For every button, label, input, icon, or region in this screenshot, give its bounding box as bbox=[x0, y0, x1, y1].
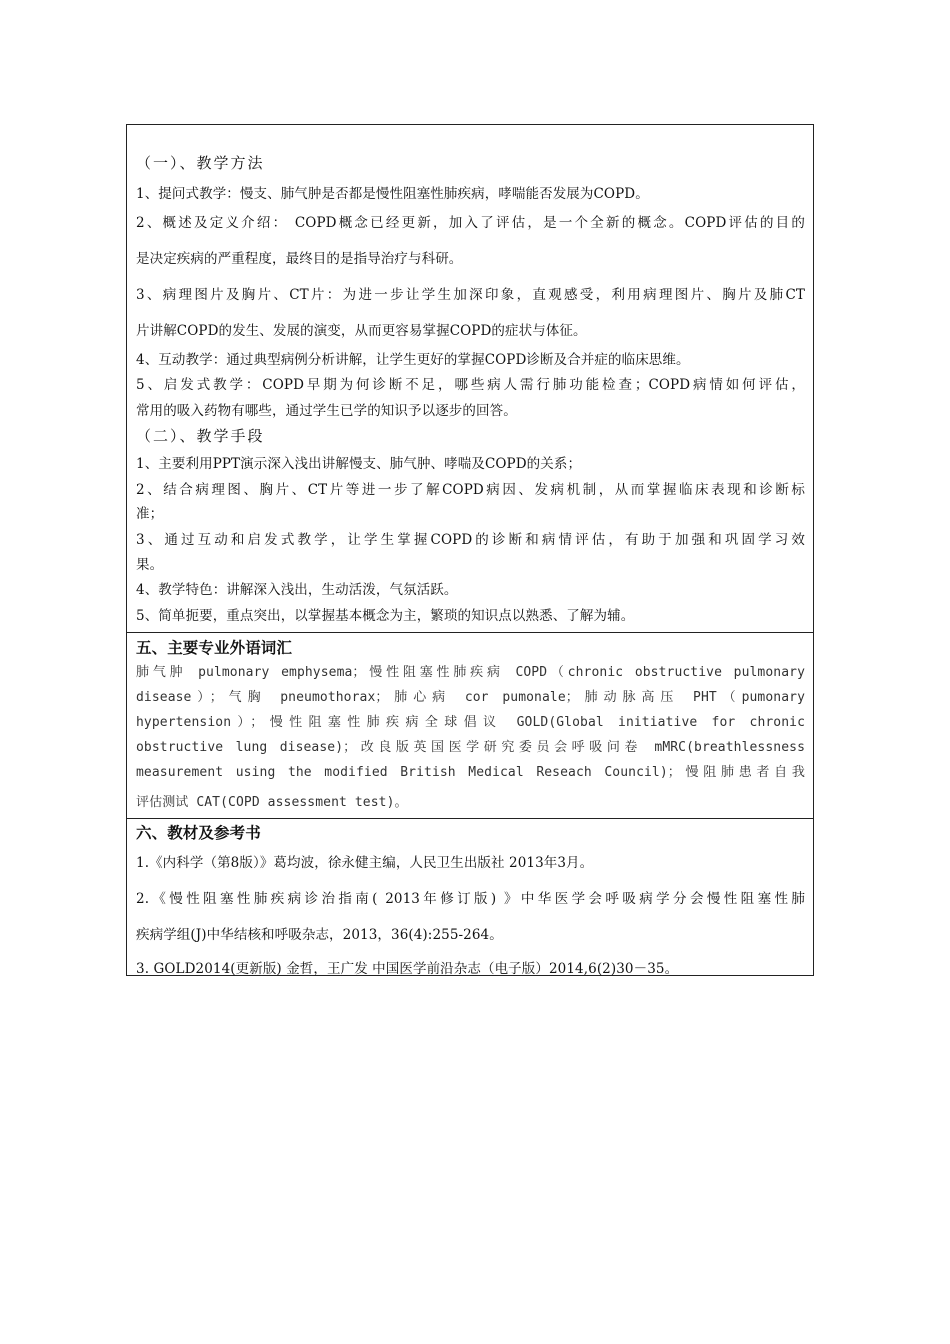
means-line: 准； bbox=[136, 506, 164, 522]
vocabulary-line: hypertension）；慢性阻塞性肺疾病全球倡议 GOLD(Global initiative for chronic bbox=[136, 715, 805, 730]
reference-item: 3. GOLD2014(更新版) 金哲，王广发 中国医学前沿杂志（电子版）2014,6(2)30－35。 bbox=[136, 961, 679, 977]
methods-line: 2、概述及定义介绍： COPD概念已经更新，加入了评估，是一个全新的概念。COPD评估的目的 bbox=[136, 215, 805, 231]
reference-item: 2.《慢性阻塞性肺疾病诊治指南( 2013年修订版) 》中华医学会呼吸病学分会慢性阻塞性肺 bbox=[136, 891, 805, 907]
methods-line: 4、互动教学：通过典型病例分析讲解，让学生更好的掌握COPD诊断及合并症的临床思维。 bbox=[136, 352, 690, 368]
teaching-section bbox=[127, 125, 813, 632]
vocabulary-line: measurement using the modified British Medical Reseach Council)；慢阻肺患者自我 bbox=[136, 765, 805, 780]
methods-line: 3、病理图片及胸片、CT片：为进一步让学生加深印象，直观感受，利用病理图片、胸片及肺CT bbox=[136, 287, 805, 303]
means-line: 3、通过互动和启发式教学，让学生掌握COPD的诊断和病情评估，有助于加强和巩固学习效 bbox=[136, 532, 805, 548]
means-line: 果。 bbox=[136, 557, 164, 573]
references-section bbox=[127, 818, 813, 975]
vocabulary-line: obstructive lung disease)；改良版英国医学研究委员会呼吸问卷 mMRC(breathlessness bbox=[136, 740, 805, 755]
methods-line: 5、启发式教学：COPD早期为何诊断不足，哪些病人需行肺功能检查；COPD病情如何评估， bbox=[136, 377, 805, 393]
means-line: 5、简单扼要，重点突出，以掌握基本概念为主，繁琐的知识点以熟悉、了解为辅。 bbox=[136, 608, 635, 624]
means-line: 4、教学特色：讲解深入浅出，生动活泼，气氛活跃。 bbox=[136, 582, 458, 598]
means-heading: （二）、教学手段 bbox=[136, 427, 265, 445]
methods-line: 1、提问式教学：慢支、肺气肿是否都是慢性阻塞性肺疾病，哮喘能否发展为COPD。 bbox=[136, 186, 649, 202]
methods-heading: （一）、教学方法 bbox=[136, 154, 265, 172]
vocabulary-line: 肺气肿 pulmonary emphysema；慢性阻塞性肺疾病 COPD（chronic obstructive pulmonary bbox=[136, 665, 805, 680]
vocabulary-line: disease）；气胸 pneumothorax；肺心病 cor pumonale；肺动脉高压 PHT（pumonary bbox=[136, 690, 805, 705]
references-heading: 六、教材及参考书 bbox=[136, 824, 261, 842]
vocabulary-heading: 五、主要专业外语词汇 bbox=[136, 639, 293, 657]
reference-item: 1.《内科学（第8版）》葛均波，徐永健主编，人民卫生出版社 2013年3月。 bbox=[136, 855, 594, 871]
means-line: 2、结合病理图、胸片、CT片等进一步了解COPD病因、发病机制，从而掌握临床表现和诊断标 bbox=[136, 482, 805, 498]
methods-line: 片讲解COPD的发生、发展的演变，从而更容易掌握COPD的症状与体征。 bbox=[136, 323, 587, 339]
reference-item: 疾病学组(J)中华结核和呼吸杂志，2013，36(4):255-264。 bbox=[136, 927, 503, 943]
document-table bbox=[126, 124, 814, 976]
vocabulary-section bbox=[127, 632, 813, 818]
vocabulary-line: 评估测试 CAT(COPD assessment test)。 bbox=[136, 795, 408, 810]
methods-line: 是决定疾病的严重程度，最终目的是指导治疗与科研。 bbox=[136, 251, 463, 267]
methods-line: 常用的吸入药物有哪些，通过学生已学的知识予以逐步的回答。 bbox=[136, 403, 517, 419]
means-line: 1、主要利用PPT演示深入浅出讲解慢支、肺气肿、哮喘及COPD的关系； bbox=[136, 456, 582, 472]
